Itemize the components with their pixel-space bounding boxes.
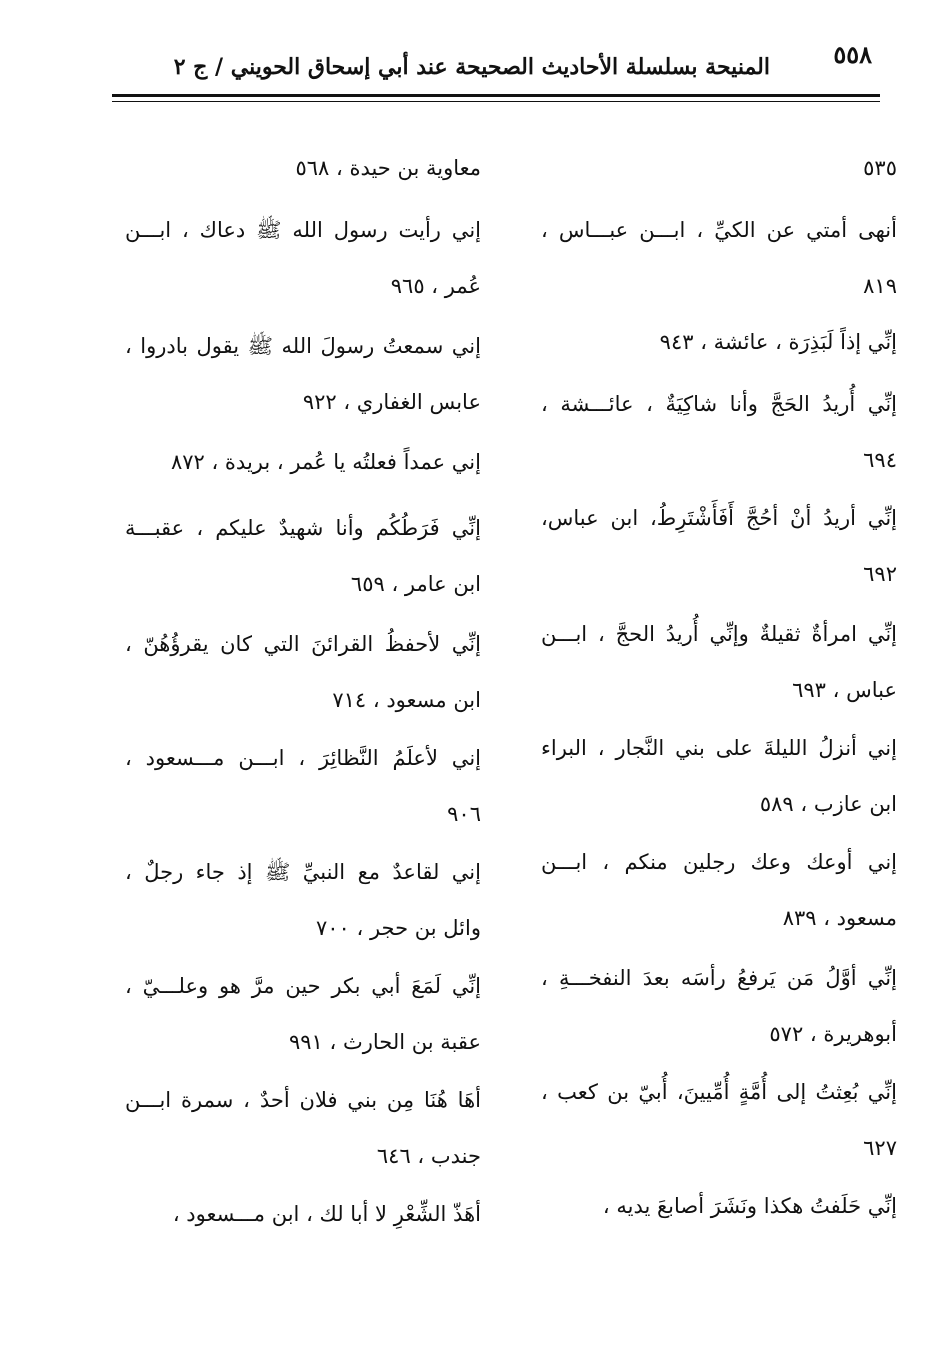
entry-line: ابن عامر ، ٦٥٩ — [350, 572, 481, 596]
index-entry — [541, 606, 897, 718]
entry-line: إنِّي لأحفظُ القرائنَ التي كان يقرؤُهُنّ ، — [125, 632, 481, 656]
entry-line: أهَذّ الشِّعْرِ لا أبا لك ، ابن مـــسعود ، — [172, 1202, 481, 1226]
entry-line: ٦٩٢ — [863, 562, 897, 586]
index-entry — [541, 1064, 897, 1176]
index-entry — [541, 950, 897, 1062]
entry-line: ٥٣٥ — [863, 156, 897, 180]
entry-line: إنِّي أوَّلُ مَن يَرفعُ رأسَه بعدَ النفخـــةِ ، — [541, 966, 897, 990]
index-entry — [125, 434, 481, 490]
entry-line: معاوية بن حيدة ، ٥٦٨ — [295, 156, 481, 180]
entry-line: إني أوعك وعك رجلين منكم ، ابـــن — [541, 850, 897, 874]
entry-line: إني لقاعدٌ مع النبيِّ ﷺ إذ جاء رجلٌ ، — [125, 860, 481, 884]
index-entry — [125, 202, 481, 314]
index-entry — [541, 202, 897, 314]
index-entry — [125, 500, 481, 612]
index-entry — [541, 376, 897, 488]
entry-line: عقبة بن الحارث ، ٩٩١ — [289, 1030, 481, 1054]
running-title: المنيحة بسلسلة الأحاديث الصحيحة عند أبي إسحاق الحويني / ج ٢ — [173, 54, 770, 80]
entry-line: ٨١٩ — [863, 274, 897, 298]
index-entry — [541, 490, 897, 602]
entry-line: إنِّي بُعِثتُ إلى أُمَّةٍ أُمِّيينَ، أُبيّ بن كعب ، — [541, 1080, 897, 1104]
index-entry — [125, 318, 481, 430]
index-entry — [541, 1178, 897, 1234]
entry-line: عباس ، ٦٩٣ — [792, 678, 897, 702]
entry-line: إنِّي حَلَفتُ هكذا ونَشَرَ أصابعَ يديه ، — [602, 1194, 897, 1218]
entry-line: ٦٩٤ — [863, 448, 897, 472]
index-entry — [125, 1072, 481, 1184]
entry-line: إني لأعلَمُ النَّظائِرَ ، ابـــن مـــسعود ، — [125, 746, 481, 770]
entry-line: إني أنزلُ الليلةَ على بني النَّجار ، البراء — [541, 736, 897, 760]
index-entry — [541, 834, 897, 946]
index-entry — [125, 140, 481, 196]
entry-line: إني عمداً فعلتُه يا عُمر ، بريدة ، ٨٧٢ — [170, 450, 481, 474]
entry-line: عُمر ، ٩٦٥ — [390, 274, 481, 298]
entry-line: إنِّي أُريدُ الحَجَّ وأنا شاكِيَةٌ ، عائـــشة ، — [541, 392, 897, 416]
entry-line: إنِّي أريدُ أنْ أحُجَّ أَفَأَشْتَرِطُ، ابن عباس، — [541, 506, 897, 530]
entry-line: وائل بن حجر ، ٧٠٠ — [315, 916, 481, 940]
entry-line: إنِّي فَرَطُكُم وأنا شهيدٌ عليكم ، عقبـــة — [125, 516, 481, 540]
entry-line: إني رأيت رسول الله ﷺ دعاك ، ابـــن — [125, 218, 481, 242]
entry-line: أنهى أمتي عن الكيِّ ، ابـــن عبـــاس ، — [541, 218, 897, 242]
entry-line: أبوهريرة ، ٥٧٢ — [769, 1022, 897, 1046]
entry-line: عابس الغفاري ، ٩٢٢ — [302, 390, 481, 414]
entry-line: أهَا هُنَا مِن بني فلان أحدٌ ، سمرة ابـــن — [125, 1088, 481, 1112]
entry-line: إنِّي إذاً لَبَذِرَة ، عائشة ، ٩٤٣ — [659, 330, 897, 354]
entry-line: إنِّي لَمَعَ أبي بكر حين مرَّ هو وعلـــيّ ، — [125, 974, 481, 998]
header-rule-thin — [112, 101, 880, 102]
index-entry — [541, 140, 897, 196]
entry-line: ابن عازب ، ٥٨٩ — [759, 792, 897, 816]
index-entry — [125, 958, 481, 1070]
entry-line: ٦٢٧ — [863, 1136, 897, 1160]
index-entry — [125, 844, 481, 956]
index-entry — [125, 730, 481, 842]
page-header — [112, 36, 880, 90]
entry-line: ٩٠٦ — [447, 802, 481, 826]
index-entry — [541, 314, 897, 370]
index-entry — [125, 616, 481, 728]
index-entry — [125, 1186, 481, 1242]
entry-line: إنِّي امرأةٌ ثقيلةٌ وإنِّي أُريدُ الحجَّ ، ابـــن — [541, 622, 897, 646]
entry-line: جندب ، ٦٤٦ — [376, 1144, 481, 1168]
entry-line: إني سمعتُ رسولَ الله ﷺ يقول بادروا ، — [125, 334, 481, 358]
index-entry — [541, 720, 897, 832]
page-number: ٥٥٨ — [833, 40, 872, 69]
header-rule-thick — [112, 94, 880, 97]
entry-line: ابن مسعود ، ٧١٤ — [332, 688, 481, 712]
entry-line: مسعود ، ٨٣٩ — [782, 906, 897, 930]
